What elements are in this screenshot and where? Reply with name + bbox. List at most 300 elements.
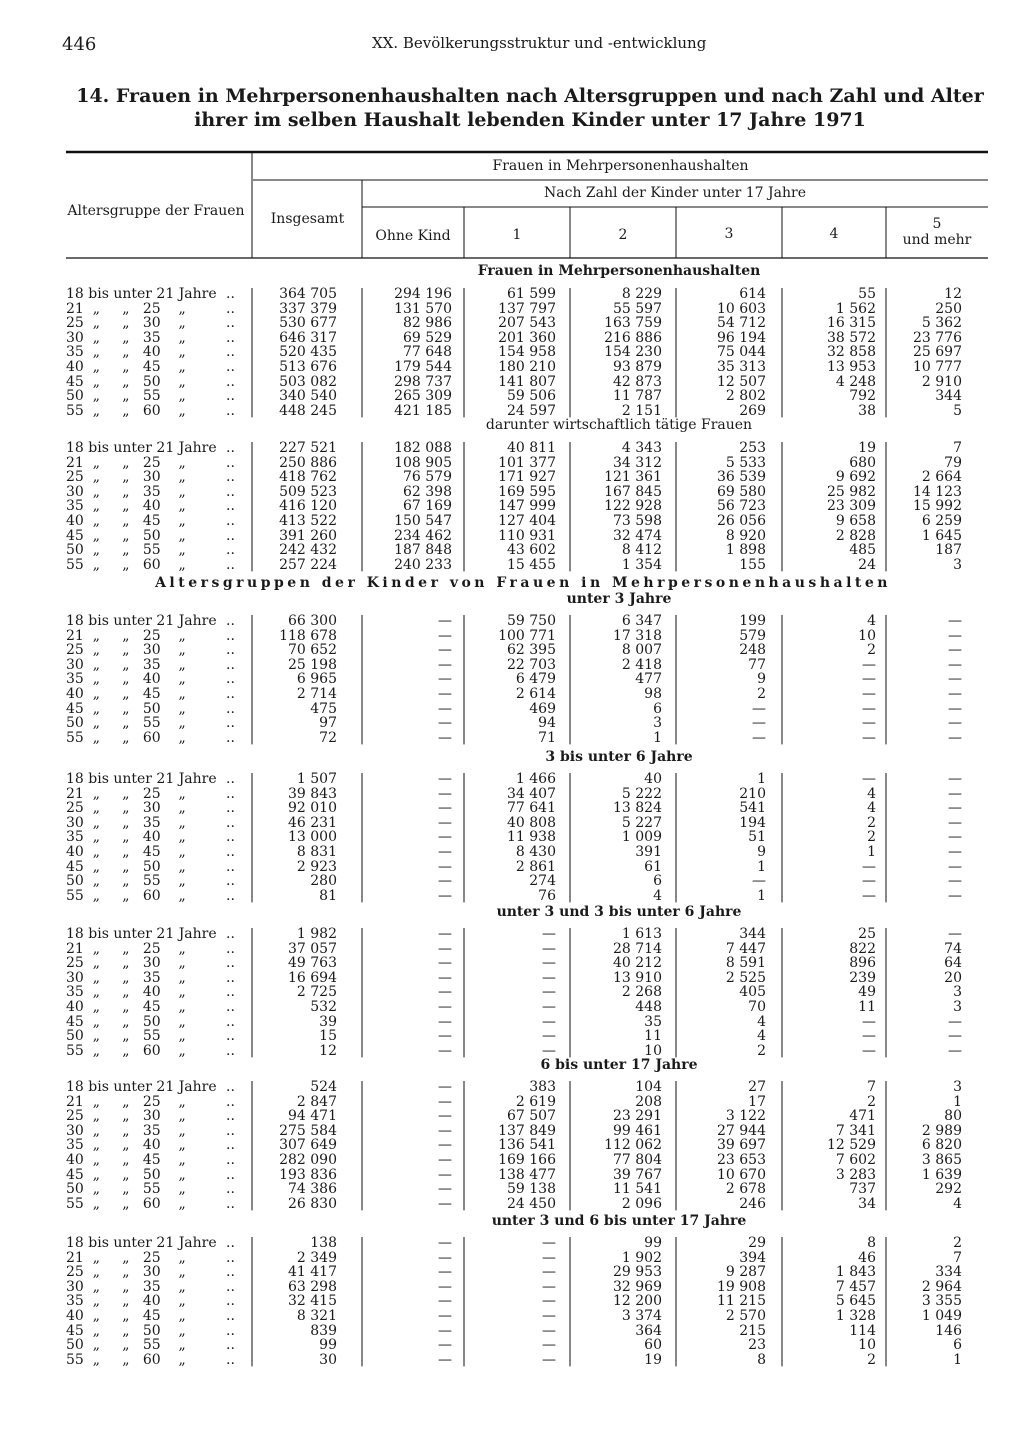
cell: 1 — [953, 1093, 962, 1110]
cell: 509 523 — [279, 483, 337, 500]
cell: 2 714 — [296, 685, 337, 702]
age-group-text: 35 „ „ 40 „ — [66, 984, 186, 1001]
age-group-label — [66, 1280, 248, 1295]
age-group-text: 30 „ „ 35 „ — [66, 483, 186, 500]
section-heading: unter 3 und 6 bis unter 17 Jahre — [491, 1213, 747, 1229]
cell: 104 — [635, 1079, 662, 1095]
section-heading: 3 bis unter 6 Jahre — [545, 749, 693, 765]
table-row — [0, 971, 1024, 986]
cell: — — [948, 671, 962, 688]
cell: 10 — [644, 1042, 662, 1059]
age-group-label — [66, 331, 248, 346]
age-group-label — [66, 874, 248, 889]
leader-dots: .. — [226, 1093, 235, 1110]
cell: — — [438, 969, 452, 986]
cell: 253 — [739, 440, 766, 456]
table-row — [0, 1236, 1024, 1251]
cell: 239 — [849, 969, 876, 986]
cell: 92 010 — [288, 800, 337, 817]
cell: 194 — [739, 814, 766, 831]
cell: — — [438, 1322, 452, 1339]
table-row — [0, 360, 1024, 375]
cell: — — [542, 998, 556, 1015]
cell: 169 595 — [498, 483, 556, 500]
age-group-text: 25 „ „ 30 „ — [66, 315, 186, 332]
cell: 307 649 — [279, 1137, 337, 1154]
page-number: 446 — [62, 34, 97, 55]
age-group-text: 25 „ „ 30 „ — [66, 800, 186, 817]
cell: — — [948, 700, 962, 717]
age-group-label — [66, 485, 248, 500]
cell: 275 584 — [279, 1122, 337, 1139]
cell: 280 — [310, 873, 337, 890]
cell: 67 507 — [507, 1108, 556, 1125]
cell: — — [948, 729, 962, 746]
leader-dots: .. — [226, 483, 235, 500]
cell: 22 703 — [507, 656, 556, 673]
cell: 2 — [867, 642, 876, 659]
cell: 61 — [644, 858, 662, 875]
cell: 77 804 — [613, 1151, 662, 1168]
cell: — — [752, 715, 766, 732]
cell: 391 — [635, 843, 662, 860]
header-four-children: 4 — [829, 226, 839, 242]
cell: 1 — [953, 1351, 962, 1368]
cell: 5 222 — [621, 785, 662, 802]
age-group-text: 21 „ „ 25 „ — [66, 940, 186, 957]
cell: 110 931 — [498, 527, 556, 544]
cell: 141 807 — [498, 373, 556, 390]
cell: 334 — [935, 1264, 962, 1281]
cell: 12 200 — [613, 1293, 662, 1310]
cell: 1 898 — [725, 542, 766, 559]
cell: 74 386 — [288, 1181, 337, 1198]
cell: 136 541 — [498, 1137, 556, 1154]
table-row — [0, 629, 1024, 644]
age-group-label — [66, 404, 248, 419]
cell: 4 — [867, 785, 876, 802]
cell: 38 572 — [827, 329, 876, 346]
cell: — — [948, 1042, 962, 1059]
cell: 24 597 — [507, 402, 556, 419]
cell: — — [862, 729, 876, 746]
age-group-text: 40 „ „ 45 „ — [66, 512, 186, 529]
header-five-plus-a: 5 — [932, 216, 942, 232]
cell: 6 — [953, 1337, 962, 1354]
cell: 171 927 — [498, 469, 556, 486]
cell: 131 570 — [394, 300, 452, 317]
cell: 421 185 — [394, 402, 452, 419]
cell: 337 379 — [279, 300, 337, 317]
cell: — — [948, 843, 962, 860]
cell: 98 — [644, 685, 662, 702]
section-rows — [0, 614, 1024, 745]
cell: 11 541 — [613, 1181, 662, 1198]
table-row — [0, 816, 1024, 831]
cell: 646 317 — [279, 329, 337, 346]
table-row — [0, 441, 1024, 456]
leader-dots: .. — [226, 388, 235, 405]
table-row — [0, 860, 1024, 875]
table-row — [0, 927, 1024, 942]
table-row — [0, 1168, 1024, 1183]
age-group-text: 45 „ „ 50 „ — [66, 527, 186, 544]
cell: 1 507 — [296, 771, 337, 787]
cell: 503 082 — [279, 373, 337, 390]
cell: 4 — [867, 800, 876, 817]
cell: 5 — [953, 402, 962, 419]
age-group-text: 45 „ „ 50 „ — [66, 373, 186, 390]
leader-dots: .. — [226, 498, 235, 515]
table-row — [0, 1309, 1024, 1324]
cell: 80 — [944, 1108, 962, 1125]
cell: — — [862, 873, 876, 890]
cell: 2 — [757, 685, 766, 702]
age-group-text: 18 bis unter 21 Jahre — [66, 440, 217, 456]
cell: — — [438, 1079, 452, 1095]
table-row — [0, 687, 1024, 702]
age-group-label — [66, 816, 248, 831]
cell: 154 230 — [604, 344, 662, 361]
cell: 42 873 — [613, 373, 662, 390]
cell: 6 — [653, 700, 662, 717]
cell: 150 547 — [394, 512, 452, 529]
cell: — — [542, 1278, 556, 1295]
cell: 2 349 — [296, 1249, 337, 1266]
age-group-label — [66, 658, 248, 673]
cell: 138 — [310, 1235, 337, 1251]
cell: 405 — [739, 984, 766, 1001]
cell: 32 969 — [613, 1278, 662, 1295]
cell: — — [438, 1293, 452, 1310]
cell: 4 248 — [835, 373, 876, 390]
cell: 23 776 — [913, 329, 962, 346]
cell: 680 — [849, 454, 876, 471]
table-row — [0, 1265, 1024, 1280]
age-group-text: 21 „ „ 25 „ — [66, 627, 186, 644]
leader-dots: .. — [226, 627, 235, 644]
age-group-label — [66, 985, 248, 1000]
cell: — — [542, 1028, 556, 1045]
leader-dots: .. — [226, 556, 235, 573]
cell: 146 — [935, 1322, 962, 1339]
age-group-label — [66, 1251, 248, 1266]
leader-dots: .. — [226, 771, 235, 787]
cell: 82 986 — [403, 315, 452, 332]
cell: — — [948, 829, 962, 846]
cell: 14 123 — [913, 483, 962, 500]
age-group-label — [66, 1015, 248, 1030]
cell: 2 — [867, 814, 876, 831]
age-group-text: 18 bis unter 21 Jahre — [66, 1235, 217, 1251]
cell: 4 — [757, 1028, 766, 1045]
cell: 35 313 — [717, 358, 766, 375]
header-nach-zahl: Nach Zahl der Kinder unter 17 Jahre — [544, 185, 806, 201]
cell: 210 — [739, 785, 766, 802]
cell: 6 — [653, 873, 662, 890]
cell: 1 328 — [835, 1307, 876, 1324]
age-group-label — [66, 1029, 248, 1044]
cell: 5 227 — [621, 814, 662, 831]
cell: — — [948, 814, 962, 831]
cell: 448 245 — [279, 402, 337, 419]
cell: 180 210 — [498, 358, 556, 375]
cell: 6 479 — [515, 671, 556, 688]
cell: 3 355 — [921, 1293, 962, 1310]
cell: 7 — [953, 1249, 962, 1266]
age-group-label — [66, 514, 248, 529]
cell: — — [438, 1028, 452, 1045]
cell: — — [438, 998, 452, 1015]
leader-dots: .. — [226, 887, 235, 904]
cell: 25 — [858, 926, 876, 942]
cell: 8 — [867, 1235, 876, 1251]
cell: 51 — [748, 829, 766, 846]
cell: 32 474 — [613, 527, 662, 544]
cell: 64 — [944, 955, 962, 972]
cell: 114 — [849, 1322, 876, 1339]
cell: 38 — [858, 402, 876, 419]
age-group-label — [66, 375, 248, 390]
age-group-text: 55 „ „ 60 „ — [66, 556, 186, 573]
age-group-text: 55 „ „ 60 „ — [66, 1042, 186, 1059]
cell: 541 — [739, 800, 766, 817]
age-group-label — [66, 360, 248, 375]
age-group-text: 35 „ „ 40 „ — [66, 498, 186, 515]
cell: 99 461 — [613, 1122, 662, 1139]
cell: 40 212 — [613, 955, 662, 972]
age-group-label — [66, 1080, 248, 1095]
cell: 3 865 — [921, 1151, 962, 1168]
cell: — — [438, 955, 452, 972]
cell: 12 507 — [717, 373, 766, 390]
cell: 20 — [944, 969, 962, 986]
cell: 513 676 — [279, 358, 337, 375]
cell: 112 062 — [604, 1137, 662, 1154]
table-row — [0, 1251, 1024, 1266]
age-group-text: 35 „ „ 40 „ — [66, 829, 186, 846]
cell: 66 300 — [288, 613, 337, 629]
cell: 4 — [757, 1013, 766, 1030]
leader-dots: .. — [226, 926, 235, 942]
cell: 2 — [867, 829, 876, 846]
cell: — — [438, 1181, 452, 1198]
age-group-label — [66, 441, 248, 456]
age-group-label — [66, 1309, 248, 1324]
cell: 25 697 — [913, 344, 962, 361]
cell: — — [438, 685, 452, 702]
age-group-text: 55 „ „ 60 „ — [66, 887, 186, 904]
cell: — — [948, 873, 962, 890]
cell: 2 847 — [296, 1093, 337, 1110]
cell: 485 — [849, 542, 876, 559]
header-one-child: 1 — [512, 227, 522, 243]
cell: 792 — [849, 388, 876, 405]
cell: 72 — [319, 729, 337, 746]
leader-dots: .. — [226, 1249, 235, 1266]
leader-dots: .. — [226, 358, 235, 375]
cell: 269 — [739, 402, 766, 419]
leader-dots: .. — [226, 729, 235, 746]
cell: 1 902 — [621, 1249, 662, 1266]
age-group-text: 55 „ „ 60 „ — [66, 402, 186, 419]
table-row — [0, 514, 1024, 529]
cell: — — [438, 984, 452, 1001]
children-age-spanner: Altersgruppen der Kinder von Frauen in Mehrpersonenhaushalten — [155, 575, 891, 591]
cell: 13 910 — [613, 969, 662, 986]
age-group-label — [66, 629, 248, 644]
leader-dots: .. — [226, 800, 235, 817]
cell: 8 831 — [296, 843, 337, 860]
cell: 187 848 — [394, 542, 452, 559]
table-row — [0, 1044, 1024, 1059]
cell: — — [542, 1042, 556, 1059]
cell: 7 341 — [835, 1122, 876, 1139]
cell: 8 007 — [621, 642, 662, 659]
leader-dots: .. — [226, 527, 235, 544]
cell: 11 938 — [507, 829, 556, 846]
cell: — — [438, 1264, 452, 1281]
cell: 25 198 — [288, 656, 337, 673]
age-group-text: 30 „ „ 35 „ — [66, 656, 186, 673]
cell: 26 056 — [717, 512, 766, 529]
cell: — — [862, 887, 876, 904]
cell: 2 — [867, 1351, 876, 1368]
cell: 413 522 — [279, 512, 337, 529]
age-group-label — [66, 927, 248, 942]
age-group-label — [66, 1353, 248, 1368]
cell: 101 377 — [498, 454, 556, 471]
age-group-label — [66, 942, 248, 957]
cell: — — [438, 829, 452, 846]
table-row — [0, 470, 1024, 485]
cell: 1 — [757, 771, 766, 787]
cell: 26 830 — [288, 1195, 337, 1212]
cell: 737 — [849, 1181, 876, 1198]
cell: 9 692 — [835, 469, 876, 486]
cell: 23 291 — [613, 1108, 662, 1125]
cell: 2 861 — [515, 858, 556, 875]
cell: — — [438, 785, 452, 802]
cell: — — [948, 1013, 962, 1030]
table-row — [0, 1080, 1024, 1095]
table-title-line-2: ihrer im selben Haushalt lebenden Kinder unter 17 Jahre 1971 — [194, 109, 866, 131]
cell: 99 — [319, 1337, 337, 1354]
cell: 530 677 — [279, 315, 337, 332]
cell: — — [438, 814, 452, 831]
cell: 2 — [757, 1042, 766, 1059]
cell: 1 009 — [621, 829, 662, 846]
cell: — — [438, 1337, 452, 1354]
cell: 2 923 — [296, 858, 337, 875]
leader-dots: .. — [226, 1166, 235, 1183]
leader-dots: .. — [226, 940, 235, 957]
cell: — — [542, 940, 556, 957]
cell: 169 166 — [498, 1151, 556, 1168]
leader-dots: .. — [226, 656, 235, 673]
section-rows — [0, 441, 1024, 572]
cell: 1 613 — [621, 926, 662, 942]
leader-dots: .. — [226, 1264, 235, 1281]
age-group-text: 30 „ „ 35 „ — [66, 329, 186, 346]
cell: — — [438, 671, 452, 688]
cell: 127 404 — [498, 512, 556, 529]
cell: 242 432 — [279, 542, 337, 559]
cell: 4 — [867, 613, 876, 629]
cell: 77 — [748, 656, 766, 673]
age-group-text: 40 „ „ 45 „ — [66, 1307, 186, 1324]
cell: 5 362 — [921, 315, 962, 332]
age-group-label — [66, 1324, 248, 1339]
age-group-text: 40 „ „ 45 „ — [66, 685, 186, 702]
age-group-text: 30 „ „ 35 „ — [66, 1122, 186, 1139]
leader-dots: .. — [226, 814, 235, 831]
table-row — [0, 787, 1024, 802]
cell: — — [752, 729, 766, 746]
cell: 39 843 — [288, 785, 337, 802]
cell: 9 — [757, 671, 766, 688]
leader-dots: .. — [226, 998, 235, 1015]
cell: 9 287 — [725, 1264, 766, 1281]
cell: 2 964 — [921, 1278, 962, 1295]
cell: 56 723 — [717, 498, 766, 515]
age-group-label — [66, 1124, 248, 1139]
table-row — [0, 889, 1024, 904]
cell: — — [438, 1137, 452, 1154]
cell: 383 — [529, 1079, 556, 1095]
leader-dots: .. — [226, 715, 235, 732]
age-group-label — [66, 1197, 248, 1212]
leader-dots: .. — [226, 1042, 235, 1059]
cell: — — [862, 1042, 876, 1059]
cell: 76 — [538, 887, 556, 904]
cell: 10 — [858, 1337, 876, 1354]
cell: 62 395 — [507, 642, 556, 659]
age-group-label — [66, 787, 248, 802]
leader-dots: .. — [226, 1351, 235, 1368]
cell: 344 — [935, 388, 962, 405]
age-group-label — [66, 345, 248, 360]
age-group-text: 25 „ „ 30 „ — [66, 1108, 186, 1125]
age-group-text: 40 „ „ 45 „ — [66, 358, 186, 375]
age-group-text: 25 „ „ 30 „ — [66, 469, 186, 486]
cell: 614 — [739, 286, 766, 302]
age-group-text: 18 bis unter 21 Jahre — [66, 926, 217, 942]
cell: 199 — [739, 613, 766, 629]
age-group-label — [66, 470, 248, 485]
cell: 207 543 — [498, 315, 556, 332]
cell: — — [542, 1351, 556, 1368]
cell: 37 057 — [288, 940, 337, 957]
age-group-label — [66, 316, 248, 331]
table-row — [0, 1338, 1024, 1353]
cell: 23 — [748, 1337, 766, 1354]
cell: 448 — [635, 998, 662, 1015]
cell: 8 — [757, 1351, 766, 1368]
cell: 15 — [319, 1028, 337, 1045]
age-group-label — [66, 801, 248, 816]
age-group-label — [66, 1168, 248, 1183]
cell: 1 466 — [515, 771, 556, 787]
cell: 216 886 — [604, 329, 662, 346]
cell: — — [438, 940, 452, 957]
age-group-label — [66, 1294, 248, 1309]
cell: — — [542, 1013, 556, 1030]
leader-dots: .. — [226, 843, 235, 860]
age-group-text: 55 „ „ 60 „ — [66, 1195, 186, 1212]
age-group-text: 21 „ „ 25 „ — [66, 785, 186, 802]
age-group-text: 21 „ „ 25 „ — [66, 1249, 186, 1266]
